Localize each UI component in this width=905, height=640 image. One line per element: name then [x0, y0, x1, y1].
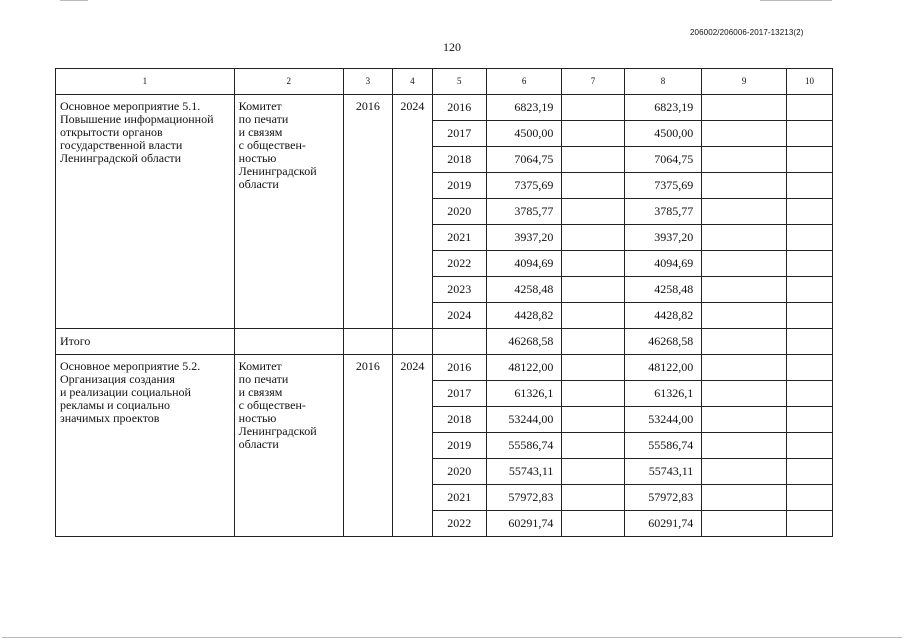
col9-cell: [702, 277, 787, 303]
year-cell: 2022: [432, 511, 486, 537]
col7-cell: [562, 251, 624, 277]
col10-cell: [786, 277, 832, 303]
total-cell: 4428,82: [486, 303, 562, 329]
col7-cell: [562, 485, 624, 511]
header-cell-10: 10: [786, 69, 832, 95]
scan-edge-top-right: [760, 0, 832, 1]
scan-edge-bottom: [2, 637, 902, 638]
executor-line: области: [238, 177, 279, 191]
col9-cell: [702, 485, 787, 511]
header-cell-6: 6: [486, 69, 562, 95]
col10-cell: [786, 511, 832, 537]
scan-edge-top-left: [60, 0, 88, 1]
col7-cell: [562, 511, 624, 537]
col9-cell: [702, 433, 787, 459]
col9-cell: [702, 303, 787, 329]
table-row: [56, 355, 833, 381]
activity-line: значимых проектов: [60, 411, 160, 425]
activity-cell: [56, 355, 235, 537]
col10-cell: [786, 303, 832, 329]
empty-cell: [343, 329, 392, 355]
start-year-cell: 2016: [343, 355, 392, 537]
executor-line: с обществен-: [238, 138, 306, 152]
col9-cell: [702, 381, 787, 407]
col8-cell: 4428,82: [624, 303, 702, 329]
col9-cell: [702, 355, 787, 381]
header-cell-2: 2: [234, 69, 343, 95]
col10-cell: [786, 381, 832, 407]
col7-cell: [562, 147, 624, 173]
total-cell: 55743,11: [486, 459, 562, 485]
total-cell: 4500,00: [486, 121, 562, 147]
year-cell: 2023: [432, 277, 486, 303]
executor-line: по печати: [238, 112, 289, 126]
total-cell: 6823,19: [486, 95, 562, 121]
executor-line: с обществен-: [238, 398, 306, 412]
executor-line: ностью: [238, 411, 277, 425]
activity-line: Повышение информационной: [60, 112, 214, 126]
subtotal-col8: 46268,58: [624, 329, 702, 355]
year-cell: 2016: [432, 355, 486, 381]
col9-cell: [702, 173, 787, 199]
col8-cell: 3937,20: [624, 225, 702, 251]
activity-line: Основное мероприятие 5.2.: [60, 359, 201, 373]
col8-cell: 60291,74: [624, 511, 702, 537]
col10-cell: [786, 407, 832, 433]
col9-cell: [702, 147, 787, 173]
col7-cell: [562, 121, 624, 147]
total-cell: 4258,48: [486, 277, 562, 303]
total-cell: 61326,1: [486, 381, 562, 407]
col7-cell: [562, 95, 624, 121]
col10-cell: [786, 433, 832, 459]
col7-cell: [562, 173, 624, 199]
activity-line: Ленинградской области: [60, 151, 182, 165]
col8-cell: 55586,74: [624, 433, 702, 459]
executor-line: по печати: [238, 372, 289, 386]
executor-line: ностью: [238, 151, 277, 165]
col10-cell: [786, 485, 832, 511]
total-cell: 3937,20: [486, 225, 562, 251]
header-row: [56, 69, 833, 95]
activity-line: Основное мероприятие 5.1.: [60, 99, 201, 113]
col7-cell: [562, 381, 624, 407]
col10-cell: [786, 173, 832, 199]
header-cell-5: 5: [432, 69, 486, 95]
total-cell: 60291,74: [486, 511, 562, 537]
executor-cell: [234, 95, 343, 329]
col7-cell: [562, 225, 624, 251]
header-cell-8: 8: [624, 69, 702, 95]
year-cell: 2019: [432, 173, 486, 199]
col8-cell: 4258,48: [624, 277, 702, 303]
year-cell: 2022: [432, 251, 486, 277]
col10-cell: [786, 459, 832, 485]
year-cell: 2019: [432, 433, 486, 459]
col8-cell: 61326,1: [624, 381, 702, 407]
year-cell: 2018: [432, 147, 486, 173]
col8-cell: 53244,00: [624, 407, 702, 433]
activity-line: рекламы и социально: [60, 398, 171, 412]
col10-cell: [786, 121, 832, 147]
col7-cell: [562, 277, 624, 303]
col10-cell: [786, 251, 832, 277]
executor-line: Ленинградской: [238, 424, 317, 438]
col10-cell: [786, 95, 832, 121]
total-cell: 53244,00: [486, 407, 562, 433]
empty-cell: [234, 329, 343, 355]
total-cell: 55586,74: [486, 433, 562, 459]
year-cell: 2017: [432, 121, 486, 147]
page-number: 120: [443, 40, 461, 54]
subtotal-total: 46268,58: [486, 329, 562, 355]
col9-cell: [702, 329, 787, 355]
col8-cell: 3785,77: [624, 199, 702, 225]
header-cell-3: 3: [343, 69, 392, 95]
activity-line: и реализации социальной: [60, 385, 191, 399]
activity-line: государственной власти: [60, 138, 183, 152]
col10-cell: [786, 225, 832, 251]
executor-line: области: [238, 437, 279, 451]
start-year-cell: 2016: [343, 95, 392, 329]
executor-line: Комитет: [238, 359, 282, 373]
col10-cell: [786, 199, 832, 225]
total-cell: 4094,69: [486, 251, 562, 277]
col8-cell: 4094,69: [624, 251, 702, 277]
executor-line: и связям: [238, 125, 283, 139]
year-cell: 2017: [432, 381, 486, 407]
total-cell: 7375,69: [486, 173, 562, 199]
col9-cell: [702, 251, 787, 277]
subtotal-label: Итого: [56, 329, 235, 355]
header-cell-1: 1: [56, 69, 235, 95]
empty-cell: [432, 329, 486, 355]
activity-cell: [56, 95, 235, 329]
year-cell: 2021: [432, 485, 486, 511]
total-cell: 57972,83: [486, 485, 562, 511]
col8-cell: 7375,69: [624, 173, 702, 199]
col8-cell: 55743,11: [624, 459, 702, 485]
header-cell-7: 7: [562, 69, 624, 95]
col7-cell: [562, 433, 624, 459]
col8-cell: 4500,00: [624, 121, 702, 147]
subtotal-row: [56, 329, 833, 355]
end-year-cell: 2024: [392, 95, 432, 329]
total-cell: 48122,00: [486, 355, 562, 381]
col10-cell: [786, 329, 832, 355]
col10-cell: [786, 355, 832, 381]
table-row: [56, 95, 833, 121]
year-cell: 2018: [432, 407, 486, 433]
executor-line: и связям: [238, 385, 283, 399]
executor-line: Ленинградской: [238, 164, 317, 178]
col9-cell: [702, 121, 787, 147]
executor-cell: [234, 355, 343, 537]
col10-cell: [786, 147, 832, 173]
header-cell-9: 9: [702, 69, 787, 95]
year-cell: 2020: [432, 459, 486, 485]
activity-line: Организация создания: [60, 372, 175, 386]
total-cell: 3785,77: [486, 199, 562, 225]
empty-cell: [392, 329, 432, 355]
col9-cell: [702, 199, 787, 225]
col7-cell: [562, 355, 624, 381]
activity-line: открытости органов: [60, 125, 163, 139]
document-code: 206002/206006-2017-13213(2): [690, 28, 804, 37]
year-cell: 2021: [432, 225, 486, 251]
col9-cell: [702, 95, 787, 121]
col7-cell: [562, 329, 624, 355]
col9-cell: [702, 407, 787, 433]
year-cell: 2016: [432, 95, 486, 121]
end-year-cell: 2024: [392, 355, 432, 537]
executor-line: Комитет: [238, 99, 282, 113]
budget-table: [55, 68, 833, 537]
col7-cell: [562, 199, 624, 225]
col7-cell: [562, 407, 624, 433]
col7-cell: [562, 303, 624, 329]
col8-cell: 6823,19: [624, 95, 702, 121]
col7-cell: [562, 459, 624, 485]
col8-cell: 48122,00: [624, 355, 702, 381]
total-cell: 7064,75: [486, 147, 562, 173]
col9-cell: [702, 225, 787, 251]
header-cell-4: 4: [392, 69, 432, 95]
col8-cell: 7064,75: [624, 147, 702, 173]
col9-cell: [702, 459, 787, 485]
col8-cell: 57972,83: [624, 485, 702, 511]
col9-cell: [702, 511, 787, 537]
year-cell: 2024: [432, 303, 486, 329]
year-cell: 2020: [432, 199, 486, 225]
